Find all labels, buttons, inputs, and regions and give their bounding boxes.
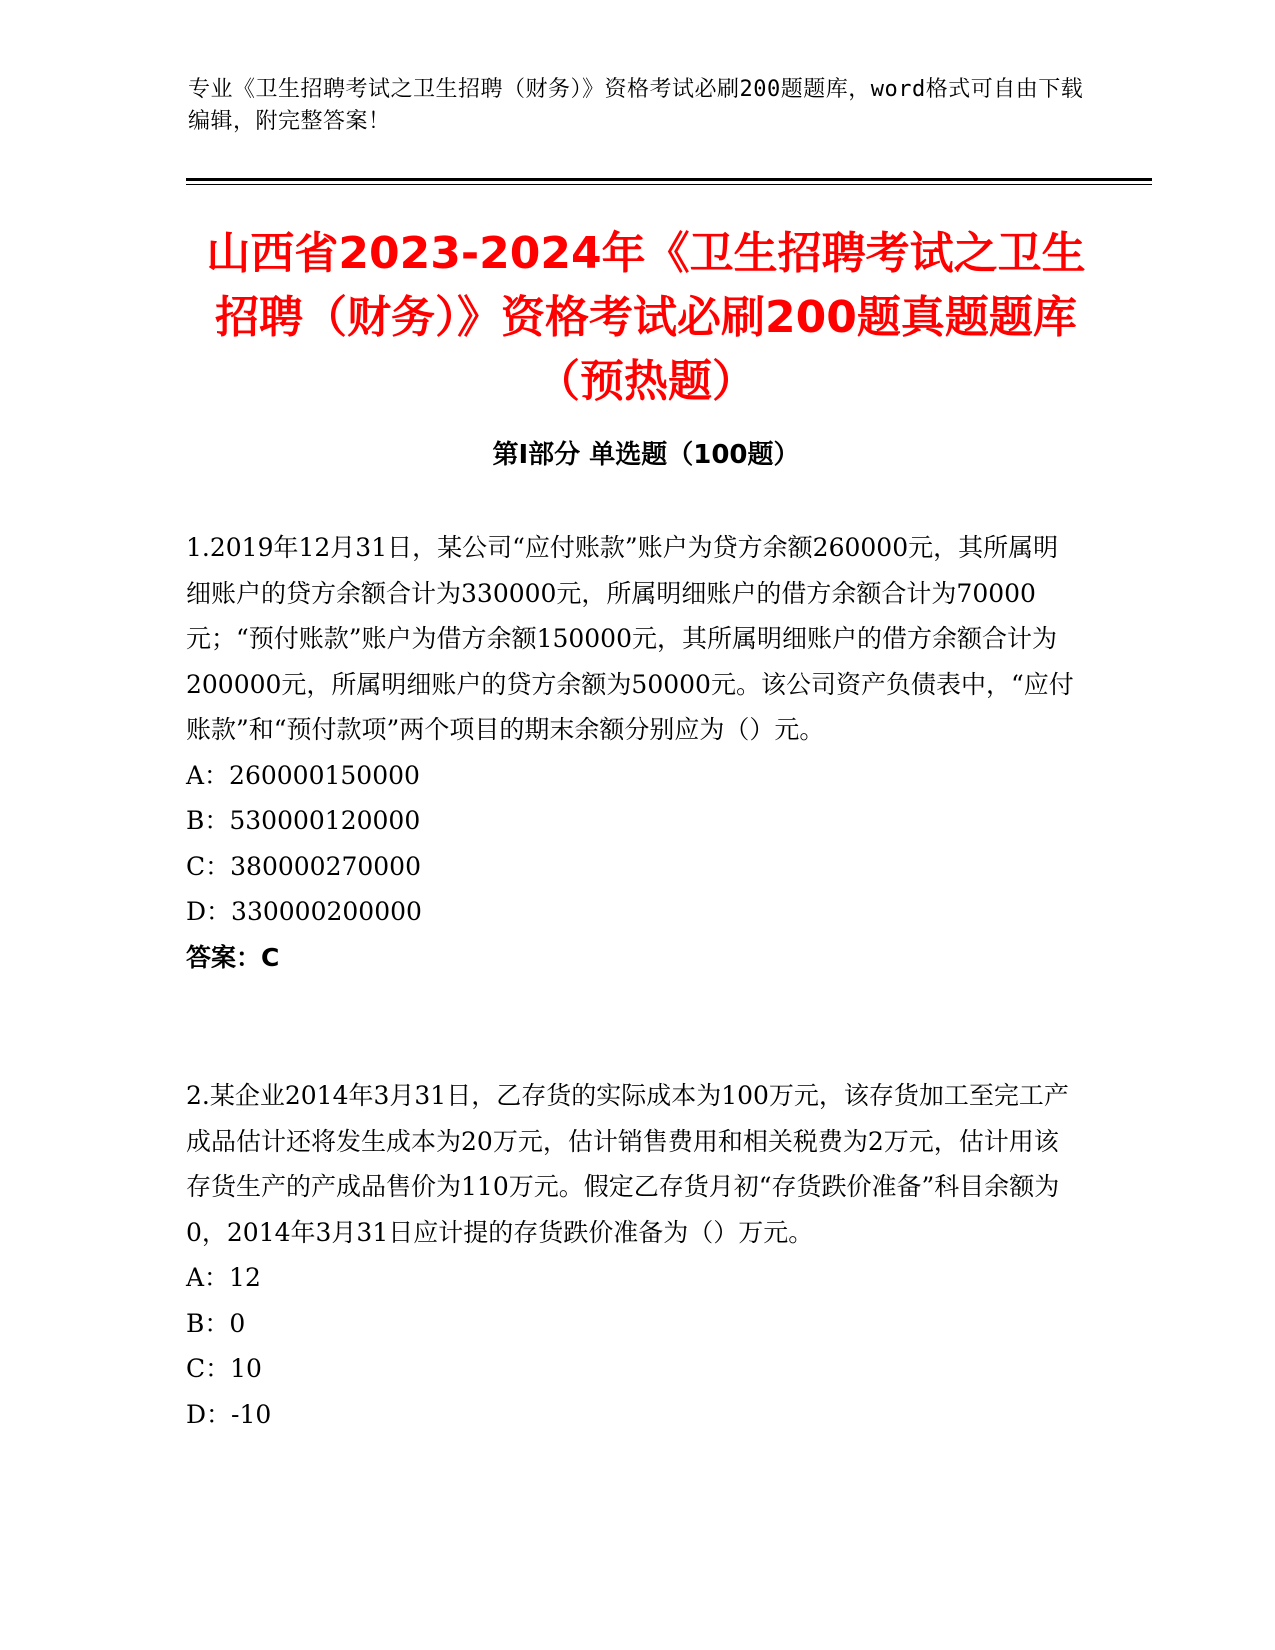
option-c: C：380000270000 (186, 851, 421, 881)
question-2 (186, 1073, 1076, 1437)
option-a: A：260000150000 (186, 760, 420, 790)
header-divider-thick (186, 178, 1152, 181)
question-stem: 2.某企业2014年3月31日，乙存货的实际成本为100万元，该存货加工至完工产成品估计还将发生成本为20万元，估计销售费用和相关税费为2万元，估计用该存货生产的产成品售价为110万元。假定乙存货月初“存货跌价准备”科目余额为0，2014年3月31日应计提的存货跌价准备为（）万元。 (186, 1081, 1069, 1247)
option-d: D：330000200000 (186, 897, 422, 926)
document-title: 山西省2023-2024年《卫生招聘考试之卫生招聘（财务）》资格考试必刷200题真题题库（预热题） (206, 228, 1086, 407)
header-note: 专业《卫生招聘考试之卫生招聘（财务）》资格考试必刷200题题库，word格式可自由下载编辑，附完整答案！ (188, 77, 1084, 134)
option-a: A：12 (186, 1263, 261, 1292)
option-b: B：0 (186, 1308, 246, 1338)
section-title: 第Ⅰ部分 单选题（100题） (492, 440, 800, 470)
answer-line: 答案：C (186, 942, 280, 972)
header-divider-thin (186, 184, 1152, 185)
question-1 (186, 525, 1076, 980)
option-c: C：10 (186, 1354, 262, 1383)
question-stem: 1.2019年12月31日，某公司“应付账款”账户为贷方余额260000元，其所属明细账户的贷方余额合计为330000元，所属明细账户的借方余额合计为70000元；“预付账款”账户为借方余额150000元，其所属明细账户的借方余额合计为200000元，所属明细账户的贷方余额为50000元。该公司资产负债表中，“应付账款”和“预付款项”两个项目的期末余额分别应为（）元。 (186, 533, 1074, 744)
option-b: B：530000120000 (186, 806, 421, 835)
option-d: D：-10 (186, 1399, 272, 1429)
